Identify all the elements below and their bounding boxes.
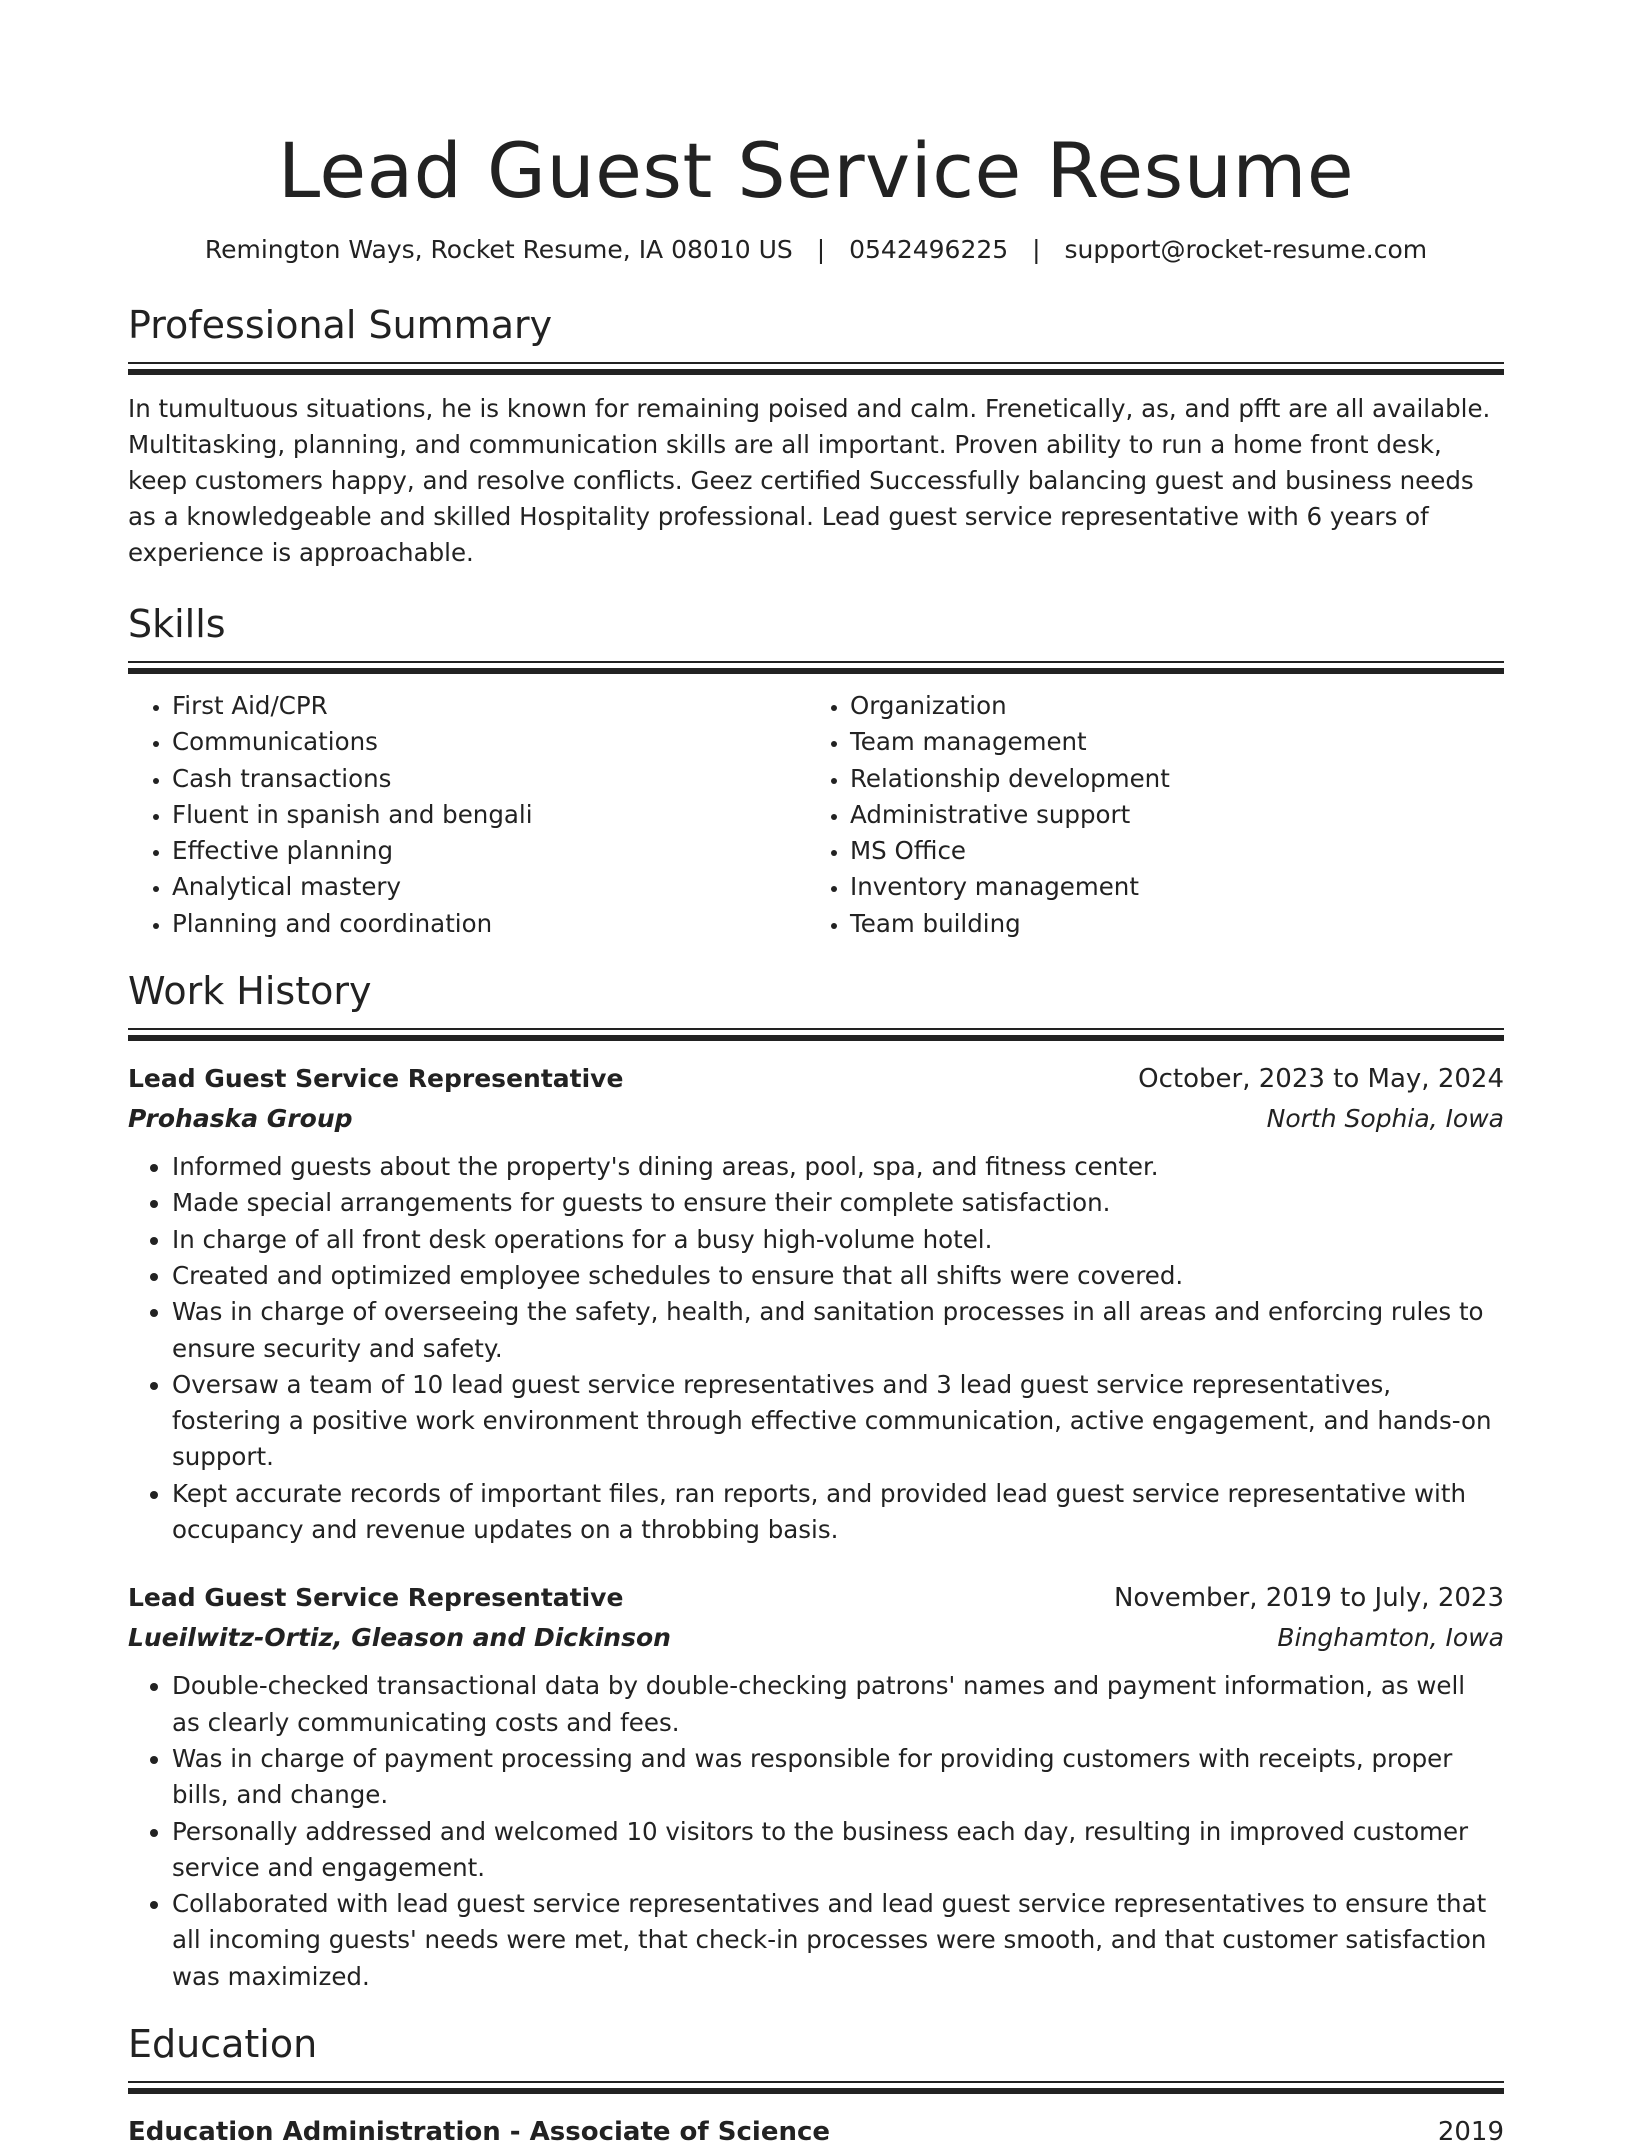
skill-item: • Relationship development — [850, 761, 1484, 797]
job-bullet: • Made special arrangements for guests to ensure their complete satisfaction. — [172, 1185, 1504, 1221]
job-dates: October, 2023 to May, 2024 — [1138, 1064, 1504, 1095]
skill-item: • Cash transactions — [172, 761, 806, 797]
job-bullet: • In charge of all front desk operations for a busy high-volume hotel. — [172, 1222, 1504, 1258]
job-entry — [128, 1059, 1504, 1548]
job-header-row — [128, 1059, 1504, 1099]
skills-list-right — [806, 688, 1484, 942]
skill-item: • Inventory management — [850, 869, 1484, 905]
summary-heading: Professional Summary — [128, 303, 553, 347]
work-history-section — [128, 964, 1504, 1995]
job-location: Binghamton, Iowa — [1277, 1623, 1504, 1653]
job-location: North Sophia, Iowa — [1266, 1104, 1504, 1134]
skill-item: • Team building — [850, 906, 1484, 942]
skill-item: • Communications — [172, 724, 806, 760]
education-year: 2019 — [1437, 2117, 1504, 2148]
contact-email: support@rocket-resume.com — [1064, 235, 1428, 264]
job-bullet: • Was in charge of overseeing the safety, health, and sanitation processes in all areas and enforcing rules to ensure security and safety. — [172, 1294, 1504, 1367]
job-bullet: • Double-checked transactional data by double-checking patrons' names and payment information, as well as clearly communicating costs and fees. — [172, 1668, 1504, 1741]
contact-phone: 0542496225 — [849, 235, 1009, 264]
section-divider — [128, 362, 1504, 375]
job-bullet: • Informed guests about the property's dining areas, pool, spa, and fitness center. — [172, 1149, 1504, 1185]
skill-item: • Planning and coordination — [172, 906, 806, 942]
education-degree: Education Administration - Associate of Science — [128, 2117, 831, 2148]
job-bullet: • Collaborated with lead guest service representatives and lead guest service representatives to ensure that all incoming guests' needs were met, that check-in processes were smooth, and that customer satisfaction was maximized. — [172, 1886, 1504, 1995]
resume-page — [128, 0, 1504, 2152]
education-heading: Education — [128, 2022, 318, 2067]
skills-heading: Skills — [128, 602, 226, 646]
job-entry — [128, 1578, 1504, 1995]
work-history-heading: Work History — [128, 969, 372, 1014]
job-bullet: • Was in charge of payment processing and was responsible for providing customers with receipts, proper bills, and change. — [172, 1741, 1504, 1814]
summary-section — [128, 298, 1504, 571]
skill-item: • MS Office — [850, 833, 1484, 869]
skill-item: • Organization — [850, 688, 1484, 724]
contact-address: Remington Ways, Rocket Resume, IA 08010 US — [204, 235, 793, 264]
job-dates: November, 2019 to July, 2023 — [1113, 1583, 1504, 1614]
skill-item: • Fluent in spanish and bengali — [172, 797, 806, 833]
section-divider — [128, 2081, 1504, 2094]
job-title: Lead Guest Service Representative — [128, 1583, 624, 1613]
job-company-row — [128, 1099, 1504, 1139]
section-divider — [128, 1028, 1504, 1041]
job-bullets — [128, 1149, 1504, 1548]
job-company-row — [128, 1618, 1504, 1658]
contact-line — [128, 232, 1504, 268]
contact-separator: | — [816, 235, 826, 264]
contact-separator: | — [1032, 235, 1041, 264]
skill-item: • Analytical mastery — [172, 869, 806, 905]
skills-section — [128, 597, 1504, 942]
job-bullets — [128, 1668, 1504, 1995]
skill-item: • Team management — [850, 724, 1484, 760]
job-header-row — [128, 1578, 1504, 1618]
section-divider — [128, 661, 1504, 674]
skill-item: • First Aid/CPR — [172, 688, 806, 724]
job-bullet: • Kept accurate records of important files, ran reports, and provided lead guest service representative with occupancy and revenue updates on a throbbing basis. — [172, 1476, 1504, 1549]
skill-item: • Administrative support — [850, 797, 1484, 833]
job-title: Lead Guest Service Representative — [128, 1064, 624, 1094]
skill-item: • Effective planning — [172, 833, 806, 869]
job-bullet: • Oversaw a team of 10 lead guest service representatives and 3 lead guest service representatives, fostering a positive work environment through effective communication, active engagement, and hands-on support. — [172, 1367, 1504, 1476]
job-bullet: • Created and optimized employee schedules to ensure that all shifts were covered. — [172, 1258, 1504, 1294]
skills-columns — [128, 688, 1504, 942]
education-entry — [128, 2112, 1504, 2152]
summary-text: In tumultuous situations, he is known for remaining poised and calm. Frenetically, as, and pfft are all available. Multitasking, planning, and communication skills are all important. Proven ability to run a home front desk, keep customers happy, and resolve conflicts. Geez certified Successfully balancing guest and business needs as a knowledgeable and skilled Hospitality professional. Lead guest service representative with 6 years of experience is approachable. — [128, 394, 1491, 567]
skills-list-left — [128, 688, 806, 942]
education-section — [128, 2017, 1504, 2152]
job-company: Prohaska Group — [128, 1104, 353, 1134]
job-bullet: • Personally addressed and welcomed 10 visitors to the business each day, resulting in improved customer service and engagement. — [172, 1814, 1504, 1887]
job-company: Lueilwitz-Ortiz, Gleason and Dickinson — [128, 1623, 671, 1653]
resume-title: Lead Guest Service Resume — [277, 126, 1355, 215]
